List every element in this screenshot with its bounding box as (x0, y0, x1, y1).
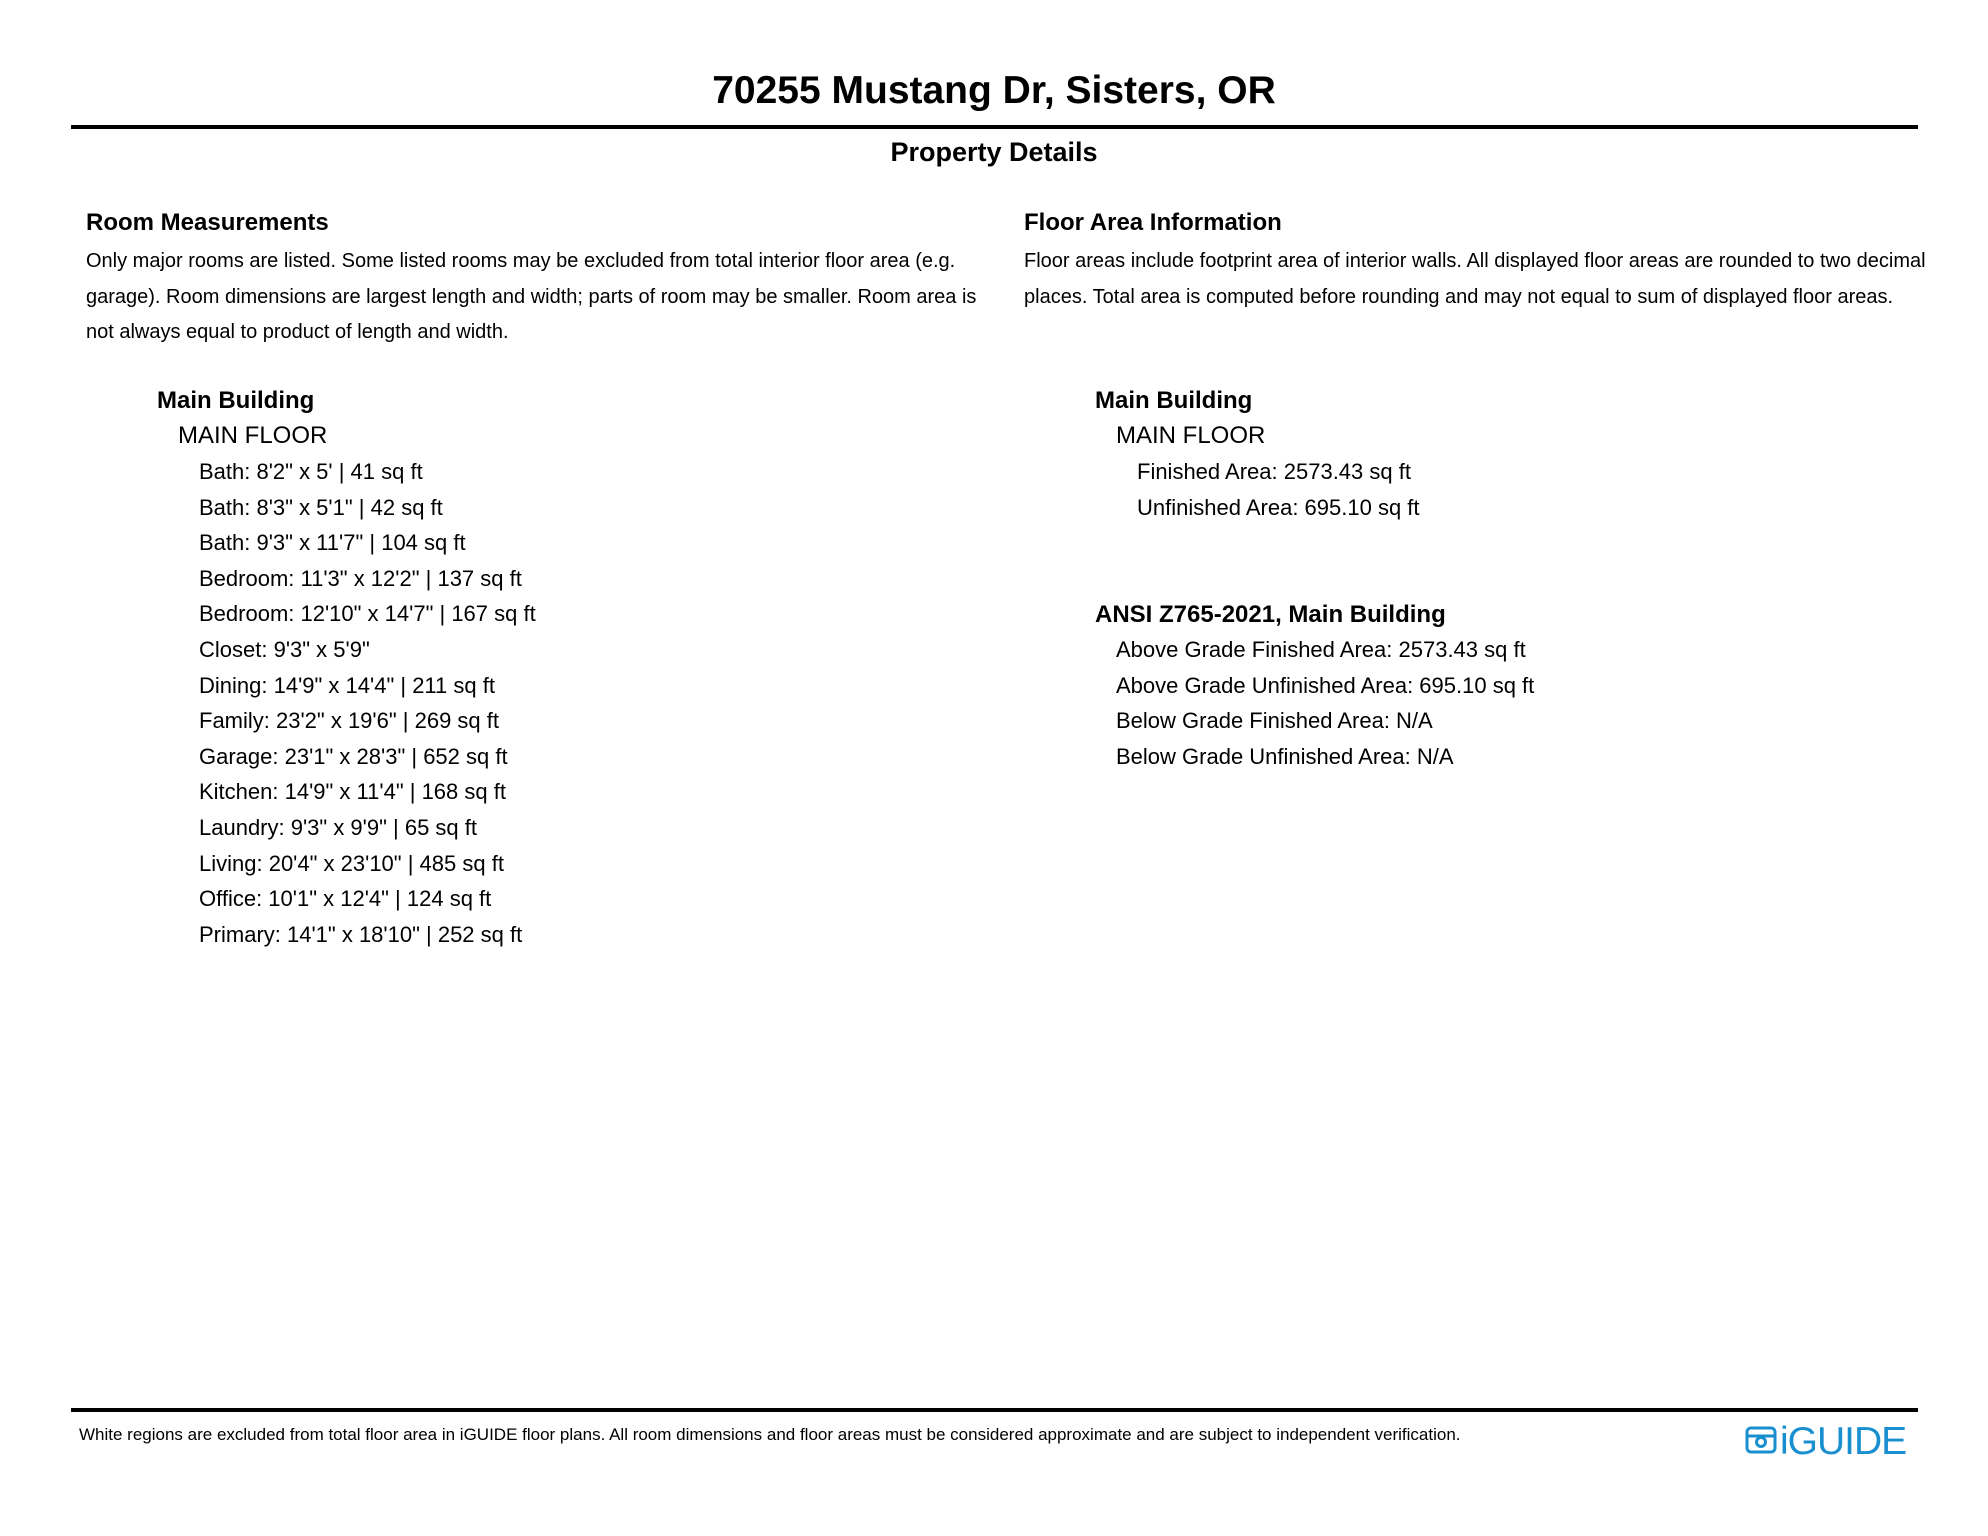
room-row: Bath: 8'2" x 5' | 41 sq ft (199, 459, 423, 484)
room-row: Kitchen: 14'9" x 11'4" | 168 sq ft (199, 779, 506, 805)
finished-area: Finished Area: 2573.43 sq ft (1137, 459, 1411, 484)
ansi-block (1095, 598, 1534, 774)
room-row: Bath: 8'3" x 5'1" | 42 sq ft (199, 494, 443, 520)
room-row: Garage: 23'1" x 28'3" | 652 sq ft (199, 743, 508, 769)
iguide-wordmark: iGUIDE (1780, 1420, 1907, 1463)
floor-area-heading: Floor Area Information (1024, 209, 1282, 236)
room-row: Primary: 14'1" x 18'10" | 252 sq ft (199, 921, 523, 947)
floor-area-block (1095, 384, 1420, 525)
room-measurements-section (86, 206, 986, 947)
ansi-row: Above Grade Finished Area: 2573.43 sq ft (1116, 637, 1526, 662)
footer-divider (71, 1408, 1918, 1412)
page-subtitle: Property Details (890, 137, 1098, 167)
room-row: Bath: 9'3" x 11'7" | 104 sq ft (199, 530, 466, 556)
iguide-camera-icon (1745, 1424, 1777, 1461)
floor-level-title: MAIN FLOOR (178, 422, 328, 449)
room-row: Closet: 9'3" x 5'9" (199, 636, 370, 662)
unfinished-area: Unfinished Area: 695.10 sq ft (1137, 494, 1420, 520)
page-title: 70255 Mustang Dr, Sisters, OR (712, 69, 1276, 112)
room-row: Dining: 14'9" x 14'4" | 211 sq ft (199, 672, 495, 698)
building-title: Main Building (157, 387, 315, 414)
ansi-row: Below Grade Unfinished Area: N/A (1116, 743, 1454, 769)
room-row: Office: 10'1" x 12'4" | 124 sq ft (199, 886, 492, 912)
floor-area-note: Floor areas include footprint area of interior walls. All displayed floor areas are rounded to two decimal places. Total area is computed before rounding and may not equal to sum of displayed floor areas. (1024, 250, 1926, 308)
floor-level-title: MAIN FLOOR (1116, 422, 1266, 449)
room-measurements-note: Only major rooms are listed. Some listed rooms may be excluded from total interior floor area (e.g. garage). Room dimensions are largest length and width; parts of room may be smaller. Room area is not always equal to product of length and width. (86, 250, 977, 343)
building-title: Main Building (1095, 387, 1253, 414)
ansi-row: Below Grade Finished Area: N/A (1116, 708, 1433, 734)
room-measurements-heading: Room Measurements (86, 209, 329, 236)
room-list-block (157, 384, 536, 952)
iguide-logo (1745, 1422, 1906, 1462)
floor-area-section (1024, 206, 1934, 769)
ansi-row: Above Grade Unfinished Area: 695.10 sq ft (1116, 672, 1535, 698)
room-row: Living: 20'4" x 23'10" | 485 sq ft (199, 850, 504, 876)
room-row: Laundry: 9'3" x 9'9" | 65 sq ft (199, 814, 478, 840)
ansi-title: ANSI Z765-2021, Main Building (1095, 601, 1446, 628)
room-row: Bedroom: 12'10" x 14'7" | 167 sq ft (199, 601, 536, 627)
header-divider (71, 125, 1918, 129)
footer-disclaimer: White regions are excluded from total floor area in iGUIDE floor plans. All room dimensions and floor areas must be considered approximate and are subject to independent verification. (79, 1425, 1461, 1444)
room-row: Bedroom: 11'3" x 12'2" | 137 sq ft (199, 565, 522, 591)
room-row: Family: 23'2" x 19'6" | 269 sq ft (199, 708, 499, 734)
